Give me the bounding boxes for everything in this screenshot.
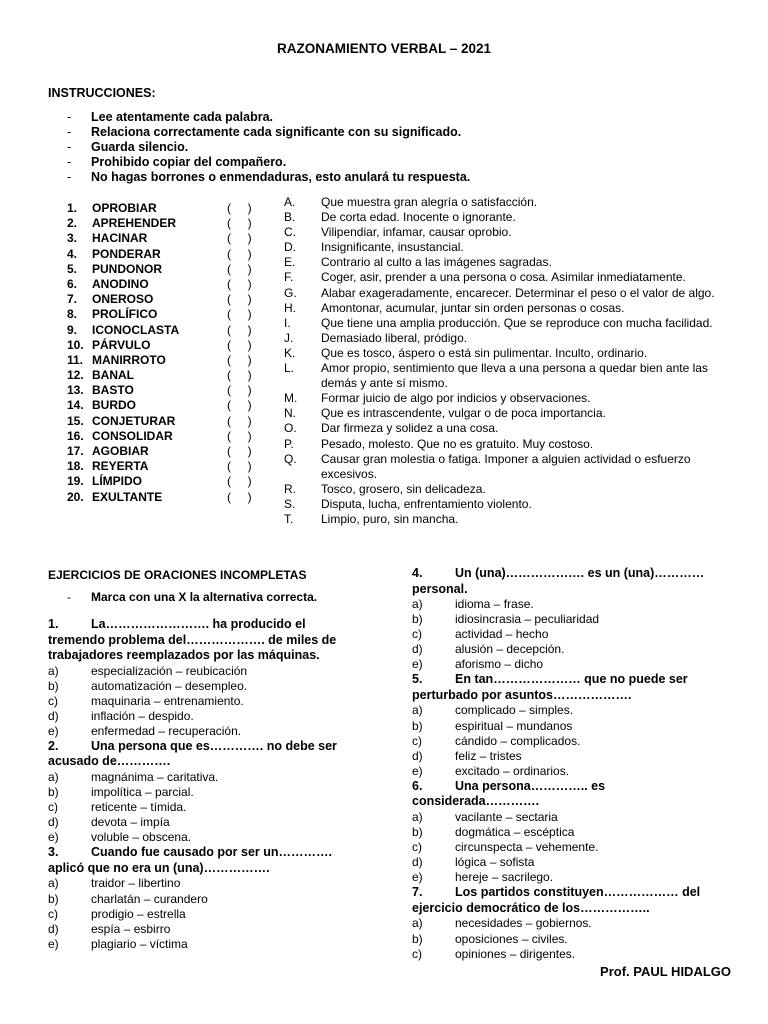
word-text: MANIRROTO <box>92 352 166 367</box>
option-text: espiritual – mundanos <box>455 718 573 733</box>
option-letter: c) <box>48 693 58 708</box>
instruction-text: Prohibido copiar del compañero. <box>91 155 287 169</box>
question-text <box>48 845 358 876</box>
word-text: ANODINO <box>92 276 149 291</box>
question-number: 3. <box>48 845 59 860</box>
word-text: BANAL <box>92 368 134 383</box>
instructions-heading: INSTRUCCIONES: <box>48 86 156 100</box>
instruction-item <box>67 110 470 125</box>
option-text: opiniones – dirigentes. <box>455 946 576 961</box>
answer-blank: ( ) <box>227 368 252 383</box>
word-text: PUNDONOR <box>92 261 163 276</box>
instruction-item <box>67 170 470 185</box>
definition-item <box>284 346 744 361</box>
definition-item <box>284 210 744 225</box>
definition-letter: N. <box>284 406 296 421</box>
option-text: impolítica – parcial. <box>91 785 194 800</box>
word-number: 5. <box>67 261 78 276</box>
option-letter: c) <box>412 946 422 961</box>
option-item <box>412 764 732 779</box>
definition-item <box>284 482 744 497</box>
option-item <box>412 932 732 947</box>
option-item <box>48 892 358 907</box>
option-item <box>48 664 358 679</box>
word-number: 20. <box>67 489 84 504</box>
option-item <box>412 855 732 870</box>
instructions-list <box>67 110 470 185</box>
definition-text: Causar gran molestia o fatiga. Imponer a alguien actividad o esfuerzo excesivos. <box>321 451 691 481</box>
dash-bullet: - <box>67 125 72 139</box>
option-text: especialización – reubicación <box>91 663 248 678</box>
answer-blank: ( ) <box>227 231 252 246</box>
word-item <box>67 338 267 353</box>
option-letter: e) <box>48 723 59 738</box>
option-item <box>412 657 732 672</box>
word-number: 6. <box>67 276 78 291</box>
word-item <box>67 231 267 246</box>
option-text: idiosincrasia – peculiaridad <box>455 612 600 627</box>
option-item <box>412 840 732 855</box>
definition-item <box>284 361 744 391</box>
definition-item <box>284 255 744 270</box>
word-text: APREHENDER <box>92 216 177 231</box>
word-item <box>67 216 267 231</box>
right-question-list <box>412 566 732 962</box>
option-item <box>412 597 732 612</box>
word-text: CONSOLIDAR <box>92 428 173 443</box>
definition-text: Amontonar, acumular, juntar sin orden personas o cosas. <box>321 300 625 315</box>
definition-text: Pesado, molesto. Que no es gratuito. Muy costoso. <box>321 436 594 451</box>
option-text: lógica – sofista <box>455 855 535 870</box>
definition-text: Amor propio, sentimiento que lleva a una persona a quedar bien ante las demás y ante sí mismo. <box>321 361 708 391</box>
page-title: RAZONAMIENTO VERBAL – 2021 <box>276 41 492 56</box>
definition-text: Coger, asir, prender a una persona o cosa. Asimilar inmediatamente. <box>321 270 686 285</box>
definition-item <box>284 270 744 285</box>
question-block <box>412 566 732 672</box>
option-item <box>412 870 732 885</box>
option-item <box>48 937 358 952</box>
option-letter: c) <box>48 800 58 815</box>
option-letter: b) <box>412 612 423 627</box>
option-item <box>48 922 358 937</box>
word-item <box>67 414 267 429</box>
option-text: espía – esbirro <box>91 921 171 936</box>
word-number: 10. <box>67 337 84 352</box>
option-text: charlatán – curandero <box>91 891 208 906</box>
word-number: 8. <box>67 307 78 322</box>
definition-item <box>284 195 744 210</box>
option-letter: e) <box>48 936 59 951</box>
definition-letter: S. <box>284 496 296 511</box>
word-number: 18. <box>67 459 84 474</box>
definition-letter: C. <box>284 225 296 240</box>
answer-blank: ( ) <box>227 292 252 307</box>
word-item <box>67 459 267 474</box>
option-letter: c) <box>412 733 422 748</box>
instruction-text: Relaciona correctamente cada significante con su significado. <box>91 125 462 139</box>
answer-blank: ( ) <box>227 246 252 261</box>
definition-text: Que tiene una amplia producción. Que se reproduce con mucha facilidad. <box>321 315 713 330</box>
word-item <box>67 323 267 338</box>
definition-text: Limpio, puro, sin mancha. <box>321 511 459 526</box>
word-item <box>67 201 267 216</box>
option-letter: d) <box>412 642 423 657</box>
word-number: 11. <box>67 352 84 367</box>
answer-blank: ( ) <box>227 459 252 474</box>
question-number: 7. <box>412 885 423 900</box>
word-item <box>67 262 267 277</box>
option-text: traidor – libertino <box>91 876 181 891</box>
question-text <box>412 885 732 916</box>
word-text: OPROBIAR <box>92 201 157 215</box>
question-text <box>48 739 358 770</box>
option-letter: c) <box>48 906 58 921</box>
definition-item <box>284 497 744 512</box>
option-item <box>412 642 732 657</box>
definition-text: Demasiado liberal, pródigo. <box>321 330 468 345</box>
word-text: PÁRVULO <box>92 337 151 352</box>
definition-text: Disputa, lucha, enfrentamiento violento. <box>321 496 532 511</box>
definition-text: Que es tosco, áspero o está sin pulimentar. Inculto, ordinario. <box>321 345 648 360</box>
answer-blank: ( ) <box>227 322 252 337</box>
option-letter: c) <box>412 840 422 855</box>
question-sentence: La……………………. ha producido el tremendo problema del………………. de miles de trabajadores reemplazados por las máquinas. <box>48 617 337 662</box>
question-text <box>48 617 358 664</box>
answer-blank: ( ) <box>227 201 252 215</box>
word-text: HACINAR <box>92 231 148 246</box>
word-number: 12. <box>67 368 84 383</box>
question-sentence: Un (una)………………. es un (una)………… personal. <box>412 566 705 596</box>
option-letter: a) <box>412 703 423 718</box>
question-number: 1. <box>48 617 59 631</box>
option-letter: b) <box>412 825 423 840</box>
option-letter: e) <box>412 763 423 778</box>
option-letter: e) <box>412 657 423 672</box>
option-text: enfermedad – recuperación. <box>91 723 242 738</box>
exercises-heading: EJERCICIOS DE ORACIONES INCOMPLETAS <box>48 568 307 582</box>
definition-letter: E. <box>284 255 296 270</box>
definition-item <box>284 421 744 436</box>
question-number: 4. <box>412 566 423 580</box>
option-text: plagiario – víctima <box>91 936 188 951</box>
word-item <box>67 292 267 307</box>
word-number: 19. <box>67 474 84 489</box>
option-item <box>48 907 358 922</box>
option-item <box>48 830 358 845</box>
answer-blank: ( ) <box>227 337 252 352</box>
answer-blank: ( ) <box>227 444 252 458</box>
option-text: inflación – despido. <box>91 708 194 723</box>
answer-blank: ( ) <box>227 383 252 398</box>
exercises-instruction-text: Marca con una X la alternativa correcta. <box>91 590 318 604</box>
option-item <box>412 719 732 734</box>
question-number: 2. <box>48 738 59 753</box>
answer-blank: ( ) <box>227 398 252 413</box>
definition-letter: I. <box>284 315 291 330</box>
answer-blank: ( ) <box>227 428 252 443</box>
question-block <box>412 672 732 778</box>
answer-blank: ( ) <box>227 261 252 276</box>
definition-letter: G. <box>284 285 297 300</box>
option-item <box>48 770 358 785</box>
word-text: AGOBIAR <box>92 444 149 458</box>
option-text: vacilante – sectaria <box>455 809 558 824</box>
definition-letter: A. <box>284 195 296 209</box>
definition-text: Alabar exageradamente, encarecer. Determinar el peso o el valor de algo. <box>321 285 715 300</box>
word-number: 9. <box>67 322 78 337</box>
option-letter: e) <box>412 870 423 885</box>
option-item <box>412 703 732 718</box>
option-letter: a) <box>412 809 423 824</box>
definition-text: Vilipendiar, infamar, causar oprobio. <box>321 225 512 240</box>
question-sentence: Cuando fue causado por ser un…………. aplicó que no era un (una)……………. <box>48 845 332 875</box>
option-text: necesidades – gobiernos. <box>455 916 592 931</box>
definition-item <box>284 301 744 316</box>
definition-letter: Q. <box>284 451 297 466</box>
option-letter: a) <box>48 663 59 678</box>
definition-item <box>284 406 744 421</box>
option-letter: b) <box>48 785 59 800</box>
definition-text: Que muestra gran alegría o satisfacción. <box>321 195 538 209</box>
word-item <box>67 353 267 368</box>
instruction-text: Lee atentamente cada palabra. <box>91 110 274 124</box>
teacher-signature: Prof. PAUL HIDALGO <box>600 964 731 979</box>
instruction-item <box>67 140 470 155</box>
exercises-left-column <box>48 568 358 952</box>
word-text: PONDERAR <box>92 246 161 261</box>
answer-blank: ( ) <box>227 489 252 504</box>
option-letter: b) <box>412 931 423 946</box>
option-text: dogmática – escéptica <box>455 825 575 840</box>
option-item <box>412 916 732 931</box>
question-sentence: Una persona que es…………. no debe ser acusado de…………. <box>48 738 337 769</box>
question-block <box>48 739 358 845</box>
question-block <box>412 885 732 961</box>
definition-text: Contrario al culto a las imágenes sagradas. <box>321 255 552 270</box>
question-sentence: Los partidos constituyen……………… del ejercicio democrático de los…………….. <box>412 885 701 915</box>
option-item <box>412 627 732 642</box>
answer-blank: ( ) <box>227 307 252 322</box>
word-item <box>67 368 267 383</box>
definition-letter: H. <box>284 300 296 315</box>
definition-item <box>284 452 744 482</box>
option-letter: d) <box>48 708 59 723</box>
word-number: 17. <box>67 444 84 458</box>
definition-item <box>284 286 744 301</box>
instruction-text: No hagas borrones o enmendaduras, esto anulará tu respuesta. <box>91 170 471 184</box>
word-item <box>67 277 267 292</box>
question-sentence: Una persona………….. es considerada…………. <box>412 778 606 809</box>
dash-bullet: - <box>67 170 72 184</box>
option-letter: d) <box>48 921 59 936</box>
option-text: cándido – complicados. <box>455 733 581 748</box>
option-letter: b) <box>412 718 423 733</box>
definition-letter: J. <box>284 330 294 345</box>
option-text: automatización – desempleo. <box>91 678 248 693</box>
definition-item <box>284 240 744 255</box>
question-text <box>412 566 732 597</box>
answer-blank: ( ) <box>227 474 252 489</box>
option-text: aforismo – dicho <box>455 657 544 672</box>
definition-text: Que es intrascendente, vulgar o de poca importancia. <box>321 406 606 421</box>
option-letter: e) <box>48 830 59 845</box>
word-text: ICONOCLASTA <box>92 322 180 337</box>
option-letter: b) <box>48 891 59 906</box>
exercises-instruction <box>48 590 358 617</box>
word-number: 3. <box>67 231 78 246</box>
question-number: 5. <box>412 672 423 687</box>
word-list <box>67 201 267 505</box>
option-item <box>412 612 732 627</box>
word-number: 13. <box>67 383 84 398</box>
question-block <box>48 617 358 739</box>
left-question-list <box>48 617 358 952</box>
definition-item <box>284 225 744 240</box>
definition-item <box>284 391 744 406</box>
question-block <box>48 845 358 951</box>
question-text <box>412 672 732 703</box>
answer-blank: ( ) <box>227 352 252 367</box>
word-number: 4. <box>67 246 78 261</box>
question-sentence: En tan………………… que no puede ser perturbado por asuntos………………. <box>412 672 688 702</box>
definition-text: Formar juicio de algo por indicios y observaciones. <box>321 391 591 406</box>
option-text: excitado – ordinarios. <box>455 763 570 778</box>
option-item <box>48 785 358 800</box>
option-item <box>412 749 732 764</box>
definition-text: De corta edad. Inocente o ignorante. <box>321 210 516 225</box>
dash-bullet: - <box>67 110 72 124</box>
option-item <box>412 810 732 825</box>
word-number: 7. <box>67 292 78 307</box>
answer-blank: ( ) <box>227 413 252 428</box>
definition-item <box>284 331 744 346</box>
word-number: 15. <box>67 413 84 428</box>
option-text: magnánima – caritativa. <box>91 769 219 784</box>
definition-item <box>284 512 744 527</box>
option-text: hereje – sacrilego. <box>455 870 554 885</box>
option-letter: a) <box>412 916 423 931</box>
definition-item <box>284 437 744 452</box>
option-text: devota – impía <box>91 815 170 830</box>
option-text: voluble – obscena. <box>91 830 192 845</box>
option-item <box>412 947 732 962</box>
option-item <box>48 815 358 830</box>
definition-letter: O. <box>284 421 297 436</box>
definition-text: Insignificante, insustancial. <box>321 240 464 255</box>
option-item <box>412 734 732 749</box>
option-letter: b) <box>48 678 59 693</box>
word-item <box>67 429 267 444</box>
word-number: 14. <box>67 398 84 413</box>
word-text: EXULTANTE <box>92 489 163 504</box>
option-text: alusión – decepción. <box>455 642 565 657</box>
word-text: PROLÍFICO <box>92 307 158 322</box>
option-letter: c) <box>412 627 422 642</box>
word-number: 2. <box>67 216 78 231</box>
definition-letter: F. <box>284 270 294 285</box>
option-letter: a) <box>48 876 59 891</box>
question-text <box>412 779 732 810</box>
option-letter: a) <box>48 769 59 784</box>
option-text: idioma – frase. <box>455 597 534 611</box>
dash-bullet: - <box>67 590 71 604</box>
word-text: BURDO <box>92 398 136 413</box>
definition-letter: R. <box>284 481 296 496</box>
option-letter: d) <box>412 855 423 870</box>
option-item <box>412 825 732 840</box>
definition-letter: D. <box>284 240 296 255</box>
question-number: 6. <box>412 778 423 793</box>
definition-letter: K. <box>284 345 296 360</box>
definition-text: Tosco, grosero, sin delicadeza. <box>321 481 486 496</box>
option-text: circunspecta – vehemente. <box>455 840 599 855</box>
word-text: LÍMPIDO <box>92 474 142 489</box>
question-block <box>412 779 732 885</box>
definition-letter: P. <box>284 436 294 451</box>
word-item <box>67 444 267 459</box>
instruction-item <box>67 125 470 140</box>
option-item <box>48 724 358 739</box>
definition-letter: M. <box>284 391 298 406</box>
word-text: REYERTA <box>92 459 149 474</box>
option-text: feliz – tristes <box>455 748 522 763</box>
definition-list <box>284 195 744 527</box>
option-text: actividad – hecho <box>455 627 549 642</box>
definition-letter: T. <box>284 511 294 526</box>
option-letter: d) <box>412 748 423 763</box>
option-letter: d) <box>48 815 59 830</box>
word-text: BASTO <box>92 383 134 398</box>
dash-bullet: - <box>67 155 72 169</box>
option-text: complicado – simples. <box>455 703 574 718</box>
option-text: oposiciones – civiles. <box>455 931 568 946</box>
option-text: reticente – tímida. <box>91 800 187 815</box>
definition-letter: L. <box>284 361 295 376</box>
definition-text: Dar firmeza y solidez a una cosa. <box>321 421 499 436</box>
word-number: 16. <box>67 428 84 443</box>
answer-blank: ( ) <box>227 276 252 291</box>
option-item <box>48 800 358 815</box>
option-letter: a) <box>412 597 423 611</box>
answer-blank: ( ) <box>227 216 252 231</box>
definition-item <box>284 316 744 331</box>
word-text: CONJETURAR <box>92 413 176 428</box>
dash-bullet: - <box>67 140 72 154</box>
instruction-text: Guarda silencio. <box>91 140 189 154</box>
word-text: ONEROSO <box>92 292 154 307</box>
word-number: 1. <box>67 201 78 215</box>
exercises-right-column <box>412 566 732 962</box>
option-text: prodigio – estrella <box>91 906 186 921</box>
instruction-item <box>67 155 470 170</box>
option-text: maquinaria – entrenamiento. <box>91 693 244 708</box>
option-item <box>48 709 358 724</box>
word-item <box>67 474 267 489</box>
word-item <box>67 383 267 398</box>
option-item <box>48 876 358 891</box>
word-item <box>67 307 267 322</box>
definition-letter: B. <box>284 210 296 225</box>
word-item <box>67 490 267 505</box>
word-item <box>67 398 267 413</box>
option-item <box>48 694 358 709</box>
word-item <box>67 247 267 262</box>
option-item <box>48 679 358 694</box>
